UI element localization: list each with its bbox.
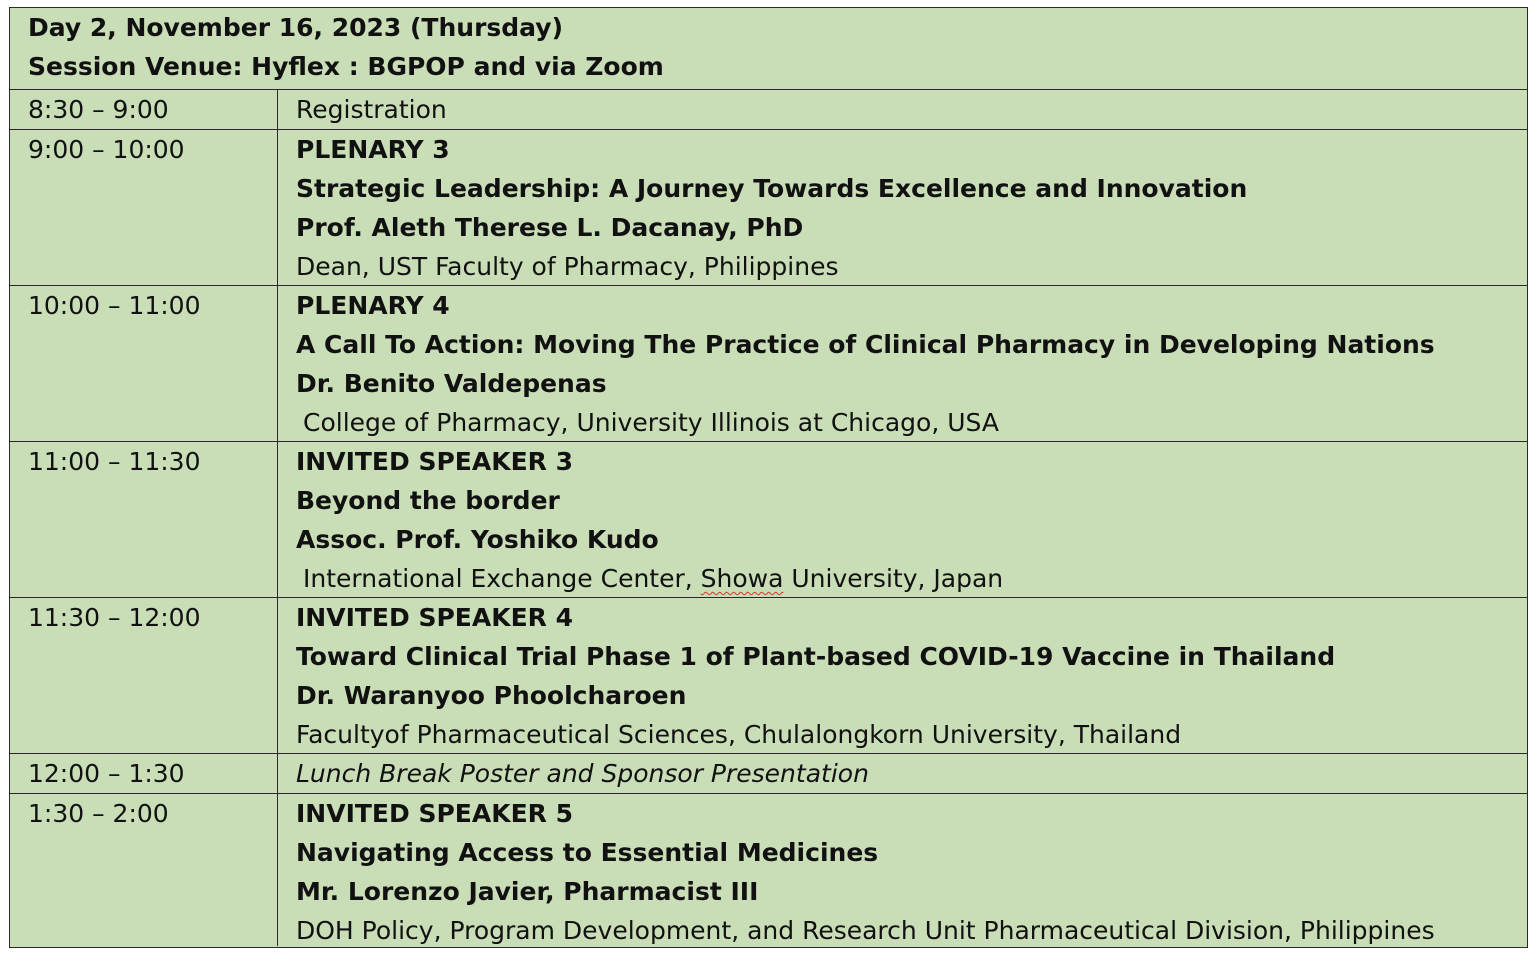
session-content (278, 794, 1527, 946)
session-affiliation: College of Pharmacy, University Illinois at Chicago, USA (303, 408, 999, 437)
session-time: 11:30 – 12:00 (10, 598, 278, 753)
session-title: A Call To Action: Moving The Practice of Clinical Pharmacy in Developing Nations (296, 330, 1435, 359)
session-speaker: Prof. Aleth Therese L. Dacanay, PhD (296, 213, 804, 242)
session-title: Strategic Leadership: A Journey Towards Excellence and Innovation (296, 174, 1248, 203)
session-speaker: Dr. Benito Valdepenas (296, 369, 607, 398)
session-title: Beyond the border (296, 486, 560, 515)
session-content (278, 130, 1527, 285)
session-kind: PLENARY 4 (296, 291, 450, 320)
session-kind: INVITED SPEAKER 5 (296, 799, 574, 828)
session-kind: INVITED SPEAKER 3 (296, 447, 574, 476)
session-content (278, 442, 1527, 597)
session-row-plenary-3 (10, 130, 1527, 286)
session-time: 1:30 – 2:00 (10, 794, 278, 946)
session-content (278, 754, 1527, 793)
session-content (278, 286, 1527, 441)
schedule-table (9, 7, 1528, 948)
day-header (10, 8, 1527, 90)
affiliation-text-end: University, Japan (783, 564, 1004, 593)
session-venue-line: Session Venue: Hyflex : BGPOP and via Zoom (28, 52, 664, 81)
session-content (278, 598, 1527, 753)
session-row-lunch-break (10, 754, 1527, 794)
session-title: Navigating Access to Essential Medicines (296, 838, 879, 867)
session-row-invited-speaker-5 (10, 794, 1527, 946)
spellcheck-flagged-word: Showa (700, 564, 784, 593)
session-row-registration (10, 90, 1527, 130)
session-time: 12:00 – 1:30 (10, 754, 278, 793)
session-affiliation: DOH Policy, Program Development, and Research Unit Pharmaceutical Division, Philippines (296, 916, 1435, 945)
session-affiliation: Dean, UST Faculty of Pharmacy, Philippines (296, 252, 839, 281)
session-speaker: Assoc. Prof. Yoshiko Kudo (296, 525, 659, 554)
session-row-invited-speaker-3 (10, 442, 1527, 598)
session-time: 10:00 – 11:00 (10, 286, 278, 441)
session-speaker: Mr. Lorenzo Javier, Pharmacist III (296, 877, 759, 906)
session-time: 8:30 – 9:00 (10, 90, 278, 129)
session-label: Lunch Break Poster and Sponsor Presentation (296, 759, 869, 788)
session-row-invited-speaker-4 (10, 598, 1527, 754)
session-label: Registration (296, 95, 447, 124)
session-kind: INVITED SPEAKER 4 (296, 603, 574, 632)
session-content (278, 90, 1527, 129)
day-date-line: Day 2, November 16, 2023 (Thursday) (28, 13, 564, 42)
session-affiliation (296, 559, 1527, 598)
session-row-plenary-4 (10, 286, 1527, 442)
session-kind: PLENARY 3 (296, 135, 450, 164)
session-time: 9:00 – 10:00 (10, 130, 278, 285)
session-speaker: Dr. Waranyoo Phoolcharoen (296, 681, 687, 710)
affiliation-text-start: International Exchange Center, (303, 564, 701, 593)
session-time: 11:00 – 11:30 (10, 442, 278, 597)
session-affiliation: Facultyof Pharmaceutical Sciences, Chulalongkorn University, Thailand (296, 720, 1182, 749)
session-title: Toward Clinical Trial Phase 1 of Plant-based COVID-19 Vaccine in Thailand (296, 642, 1336, 671)
